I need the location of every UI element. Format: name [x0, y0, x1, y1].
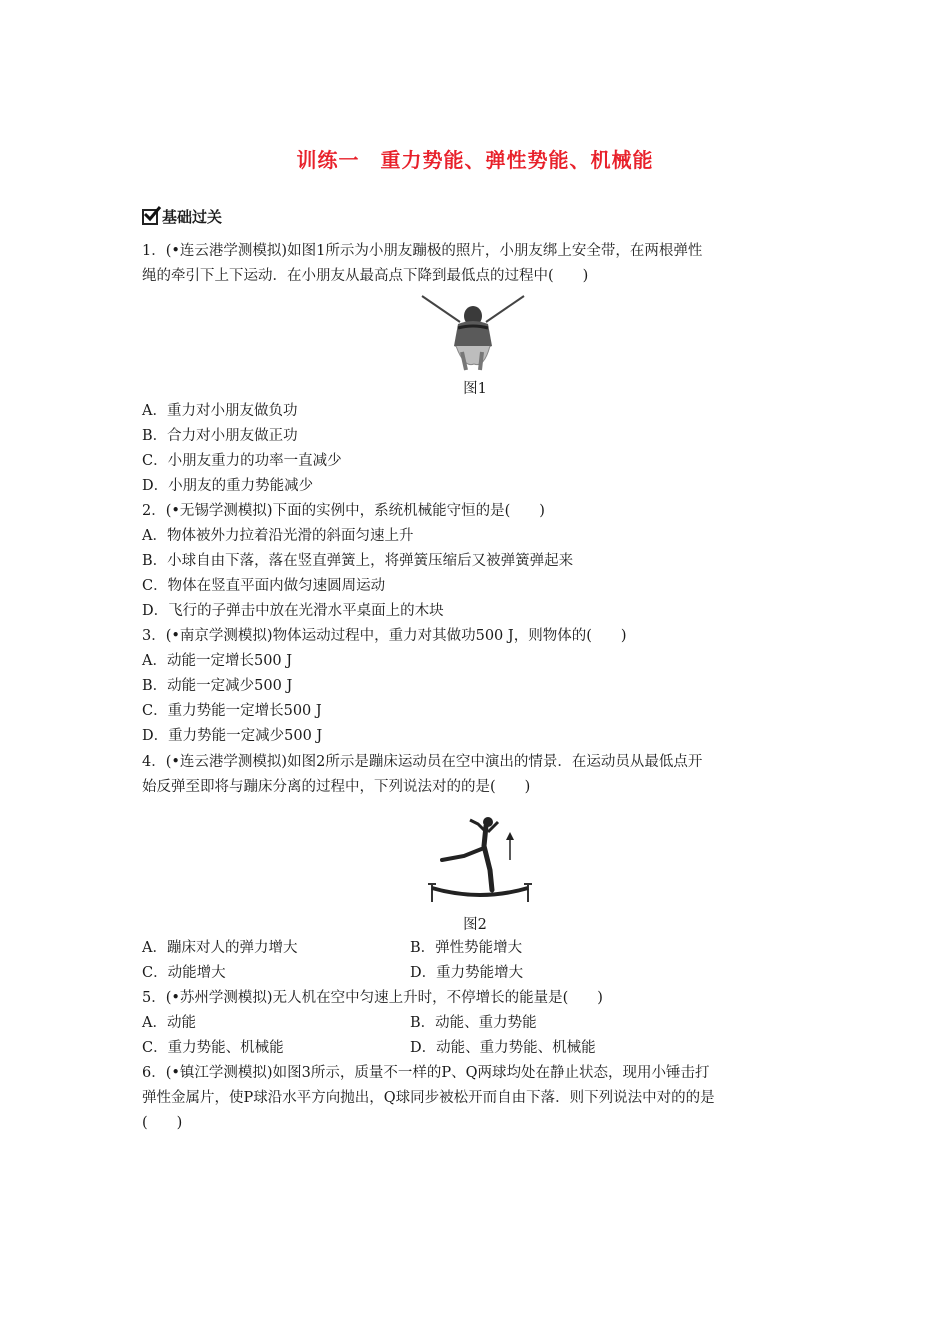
q1-stem-line1: 1．(•连云港学测模拟)如图1所示为小朋友蹦极的照片，小朋友绑上安全带，在两根弹性	[142, 243, 703, 259]
q6-stem-line2: 弹性金属片，使P球沿水平方向抛出，Q球同步被松开而自由下落．则下列说法中对的的是	[142, 1090, 715, 1106]
q4-stem-line2: 始反弹至即将与蹦床分离的过程中，下列说法对的的是( )	[142, 779, 531, 795]
figure-2-caption: 图2	[463, 917, 487, 933]
q6-stem-line3: ( )	[142, 1115, 183, 1131]
q2-stem: 2．(•无锡学测模拟)下面的实例中，系统机械能守恒的是( )	[142, 503, 545, 519]
q4-option-b: B．弹性势能增大	[410, 940, 523, 956]
q5-option-d: D．动能、重力势能、机械能	[410, 1040, 596, 1056]
q1-option-b: B．合力对小朋友做正功	[142, 428, 298, 444]
q6-stem-line1: 6．(•镇江学测模拟)如图3所示，质量不一样的P、Q两球均处在静止状态，现用小锤击打	[142, 1065, 710, 1081]
q1-option-c: C．小朋友重力的功率一直减少	[142, 453, 342, 469]
q5-stem: 5．(•苏州学测模拟)无人机在空中匀速上升时，不停增长的能量是( )	[142, 990, 603, 1006]
section-heading	[142, 206, 222, 227]
q4-option-a: A．蹦床对人的弹力增大	[142, 940, 298, 956]
section-title: 基础过关	[162, 208, 223, 226]
q2-option-d: D．飞行的子弹击中放在光滑水平桌面上的木块	[142, 603, 444, 619]
q2-option-a: A．物体被外力拉着沿光滑的斜面匀速上升	[142, 528, 414, 544]
q1-stem-line2: 绳的牵引下上下运动．在小朋友从最高点下降到最低点的过程中( )	[142, 268, 589, 284]
q5-option-a: A．动能	[142, 1015, 196, 1031]
q2-option-c: C．物体在竖直平面内做匀速圆周运动	[142, 578, 386, 594]
q4-option-d: D．重力势能增大	[410, 965, 524, 981]
figure-1-bungee-child	[418, 294, 528, 374]
q3-option-c: C．重力势能一定增长500 J	[142, 703, 322, 719]
q4-option-c: C．动能增大	[142, 965, 226, 981]
figure-2-trampoline-athlete	[424, 812, 534, 908]
q3-option-b: B．动能一定减少500 J	[142, 678, 293, 694]
q1-option-a: A．重力对小朋友做负功	[142, 403, 298, 419]
q3-stem: 3．(•南京学测模拟)物体运动过程中，重力对其做功500 J，则物体的( )	[142, 628, 627, 644]
checkbox-icon	[142, 209, 158, 225]
q3-option-d: D．重力势能一定减少500 J	[142, 728, 323, 744]
page-title: 训练一 重力势能、弹性势能、机械能	[296, 148, 654, 172]
q1-option-d: D．小朋友的重力势能减少	[142, 478, 314, 494]
q5-option-b: B．动能、重力势能	[410, 1015, 537, 1031]
q4-stem-line1: 4．(•连云港学测模拟)如图2所示是蹦床运动员在空中演出的情景．在运动员从最低点开	[142, 754, 703, 770]
figure-1-caption: 图1	[463, 381, 487, 397]
q5-option-c: C．重力势能、机械能	[142, 1040, 284, 1056]
q3-option-a: A．动能一定增长500 J	[142, 653, 293, 669]
q2-option-b: B．小球自由下落，落在竖直弹簧上，将弹簧压缩后又被弹簧弹起来	[142, 553, 574, 569]
